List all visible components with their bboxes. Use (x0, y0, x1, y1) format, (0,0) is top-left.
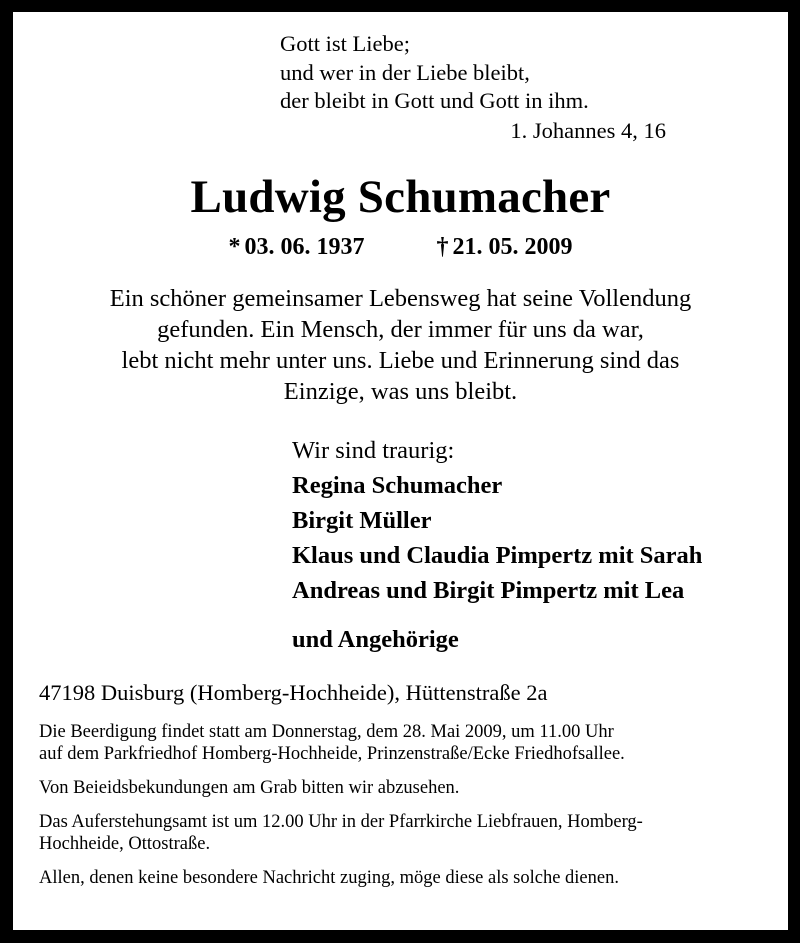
obituary-notice (13, 12, 788, 930)
scripture-epigraph (13, 12, 788, 145)
funeral-notes (13, 721, 788, 889)
memorial-line: Einzige, was uns bleibt. (283, 378, 518, 405)
note-paragraph (39, 867, 768, 889)
mourner-name: Klaus und Claudia Pimpertz mit Sarah (292, 542, 703, 569)
note-paragraph (39, 777, 768, 799)
memorial-text (13, 283, 788, 407)
note-line: Von Beieidsbekundungen am Grab bitten wir abzusehen. (39, 778, 460, 798)
death-date: 21. 05. 2009 (452, 234, 573, 260)
memorial-line: Ein schöner gemeinsamer Lebensweg hat seine Vollendung (109, 285, 692, 312)
mourners-block (13, 433, 788, 657)
death-date-item (437, 233, 573, 261)
deceased-name: Ludwig Schumacher (190, 171, 611, 223)
note-paragraph (39, 811, 768, 855)
note-line: auf dem Parkfriedhof Homberg-Hochheide, Prinzenstraße/Ecke Friedhofsallee. (39, 744, 625, 764)
memorial-line: lebt nicht mehr unter uns. Liebe und Erinnerung sind das (121, 347, 680, 374)
note-paragraph (39, 721, 768, 765)
mourners-intro: Wir sind traurig: (292, 437, 455, 464)
mourners-closing: und Angehörige (292, 626, 459, 653)
epigraph-line: Gott ist Liebe; (280, 31, 410, 56)
birth-date: 03. 06. 1937 (244, 234, 365, 260)
note-line: Allen, denen keine besondere Nachricht zuging, möge diese als solche dienen. (39, 868, 619, 888)
mourner-name: Birgit Müller (292, 507, 432, 534)
mourner-name: Regina Schumacher (292, 472, 503, 499)
note-line: Hochheide, Ottostraße. (39, 834, 211, 854)
deceased-name-block (13, 171, 788, 261)
epigraph-line: der bleibt in Gott und Gott in ihm. (280, 88, 589, 113)
mourner-name: Andreas und Birgit Pimpertz mit Lea (292, 577, 685, 604)
epigraph-line: und wer in der Liebe bleibt, (280, 59, 530, 85)
epigraph-source-reference: 1. Johannes 4, 16 (510, 117, 666, 143)
note-line: Das Auferstehungsamt ist um 12.00 Uhr in der Pfarrkirche Liebfrauen, Homberg- (39, 812, 643, 832)
death-cross-icon: † (436, 234, 449, 260)
birth-star-icon: * (228, 234, 241, 260)
birth-date-item (229, 233, 365, 261)
note-line: Die Beerdigung findet statt am Donnerstag, dem 28. Mai 2009, um 11.00 Uhr (39, 722, 614, 742)
life-dates (13, 233, 788, 261)
address-line: 47198 Duisburg (Homberg-Hochheide), Hüttenstraße 2a (39, 680, 548, 705)
memorial-line: gefunden. Ein Mensch, der immer für uns da war, (157, 316, 644, 343)
